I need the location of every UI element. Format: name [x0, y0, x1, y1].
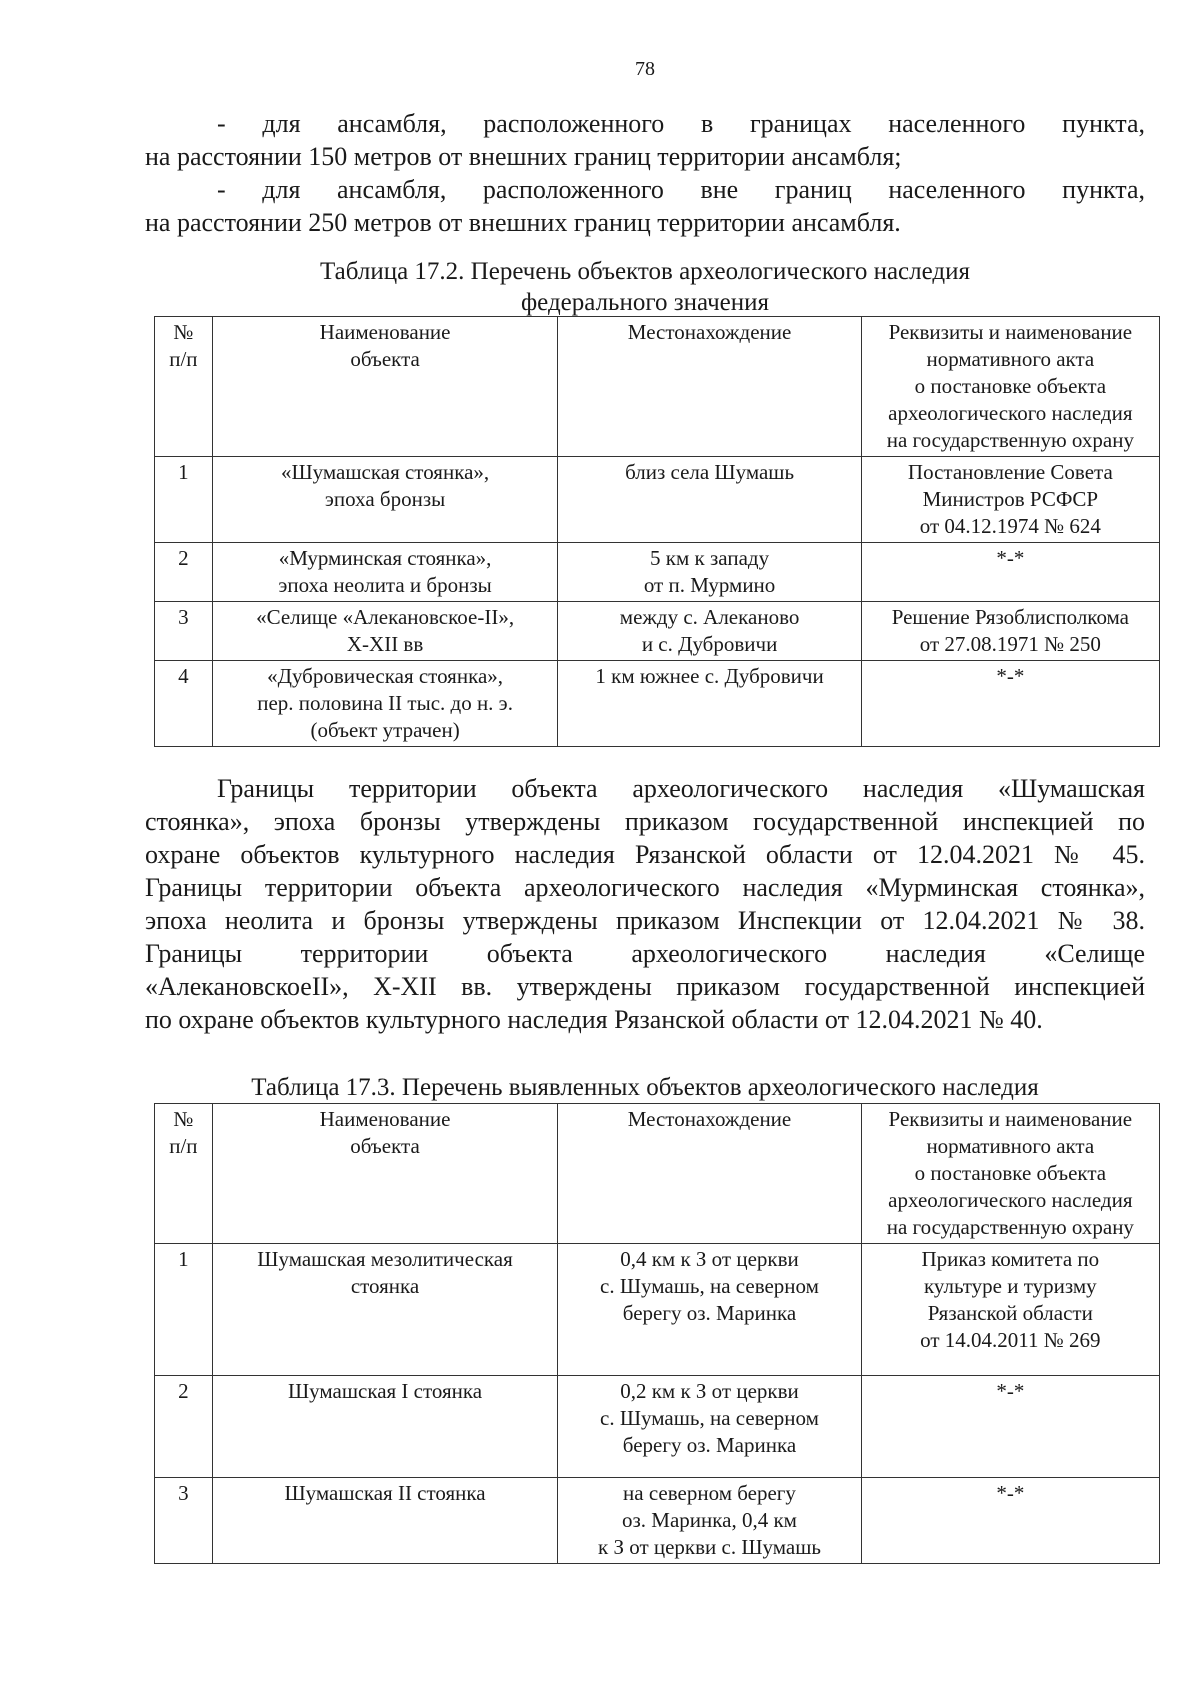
table-cell: 0,2 км к З от церкви с. Шумашь, на северном берегу оз. Маринка — [600, 1379, 819, 1457]
header-cell: Местонахождение — [627, 320, 792, 344]
table-cell: Шумашская мезолитическая стоянка — [257, 1247, 513, 1298]
table-cell: «Дубровическая стоянка», пер. половина II тыс. до н. э. (объект утрачен) — [257, 664, 513, 742]
table-cell: Решение Рязоблисполкома от 27.08.1971 № 250 — [891, 605, 1130, 656]
table-cell: между с. Алеканово и с. Дубровичи — [619, 605, 800, 656]
table-header-row — [155, 1104, 1160, 1244]
table-cell: «Шумашская стоянка», эпоха бронзы — [281, 460, 490, 511]
table-row — [155, 1376, 1160, 1478]
header-cell: № п/п — [169, 1107, 198, 1158]
header-cell: Реквизиты и наименование нормативного акта о постановке объекта археологического наследия на государственную охрану — [886, 1107, 1134, 1239]
table-cell: 1 — [178, 460, 189, 484]
table-cell: Постановление Совета Министров РСФСР от 04.12.1974 № 624 — [907, 460, 1113, 538]
text-line: по охране объектов культурного наследия Рязанской области от 12.04.2021 № 40. — [145, 1005, 1043, 1034]
header-cell: Реквизиты и наименование нормативного акта о постановке объекта археологического наследия на государственную охрану — [886, 320, 1134, 452]
table-cell: 1 — [178, 1247, 189, 1271]
table-cell: *-* — [996, 1481, 1025, 1505]
table-cell: *-* — [996, 546, 1025, 570]
text-line: эпоха неолита и бронзы утверждены приказом Инспекции от 12.04.2021 № 38. — [145, 906, 1145, 935]
table2-caption: Таблица 17.3. Перечень выявленных объектов археологического наследия — [251, 1074, 1039, 1101]
header-cell: Наименование объекта — [319, 320, 451, 371]
table-row — [155, 1478, 1160, 1564]
table-cell: «Мурминская стоянка», эпоха неолита и бронзы — [278, 546, 492, 597]
table-row — [155, 1244, 1160, 1376]
table-cell: *-* — [996, 1379, 1025, 1403]
text-line: «АлекановскоеII», X-XII вв. утверждены приказом государственной инспекцией — [145, 972, 1145, 1001]
text-line: охране объектов культурного наследия Рязанской области от 12.04.2021 № 45. — [145, 840, 1145, 869]
table-cell: 2 — [178, 546, 189, 570]
text-line: на расстоянии 150 метров от внешних границ территории ансамбля; — [145, 142, 902, 171]
table-cell: близ села Шумашь — [625, 460, 795, 484]
table-cell: «Селище «Алекановское-II», X-XII вв — [256, 605, 515, 656]
table-cell: 3 — [178, 605, 189, 629]
table-cell: Шумашская II стоянка — [284, 1481, 486, 1505]
boundaries-paragraph — [145, 772, 1145, 1036]
text-line: - для ансамбля, расположенного вне границ населенного пункта, — [217, 175, 1145, 204]
table-cell: 1 км южнее с. Дубровичи — [595, 664, 824, 688]
table-cell: 5 км к западу от п. Мурмино — [643, 546, 776, 597]
page-number: 78 — [635, 58, 655, 80]
table-cell: Приказ комитета по культуре и туризму Рязанской области от 14.04.2011 № 269 — [920, 1247, 1101, 1352]
text-line: Границы территории объекта археологического наследия «Селище — [145, 939, 1145, 968]
table-cell: 0,4 км к З от церкви с. Шумашь, на северном берегу оз. Маринка — [600, 1247, 819, 1325]
table-row — [155, 543, 1160, 602]
header-cell: Местонахождение — [627, 1107, 792, 1131]
table-cell: 3 — [178, 1481, 189, 1505]
text-line: Границы территории объекта археологического наследия «Шумашская — [217, 774, 1145, 803]
text-line: стоянка», эпоха бронзы утверждены приказом государственной инспекцией по — [145, 807, 1145, 836]
caption-line: Таблица 17.2. Перечень объектов археологического наследия — [320, 258, 970, 285]
table-cell: Шумашская I стоянка — [287, 1379, 483, 1403]
table2 — [154, 1103, 1160, 1564]
table-row — [155, 457, 1160, 543]
table-cell: на северном берегу оз. Маринка, 0,4 км к З от церкви с. Шумашь — [598, 1481, 821, 1559]
intro-paragraph — [145, 107, 1145, 239]
text-line: - для ансамбля, расположенного в границах населенного пункта, — [217, 109, 1145, 138]
table1 — [154, 316, 1160, 747]
text-line: на расстоянии 250 метров от внешних границ территории ансамбля. — [145, 208, 901, 237]
header-cell: Наименование объекта — [319, 1107, 451, 1158]
header-cell: № п/п — [169, 320, 198, 371]
table-row — [155, 602, 1160, 661]
table-header-row — [155, 317, 1160, 457]
table-cell: 2 — [178, 1379, 189, 1403]
table-row — [155, 661, 1160, 747]
table-cell: *-* — [996, 664, 1025, 688]
table-cell: 4 — [178, 664, 189, 688]
text-line: Границы территории объекта археологического наследия «Мурминская стоянка», — [145, 873, 1145, 902]
table1-caption — [145, 256, 1145, 318]
caption-line: федерального значения — [520, 289, 769, 316]
